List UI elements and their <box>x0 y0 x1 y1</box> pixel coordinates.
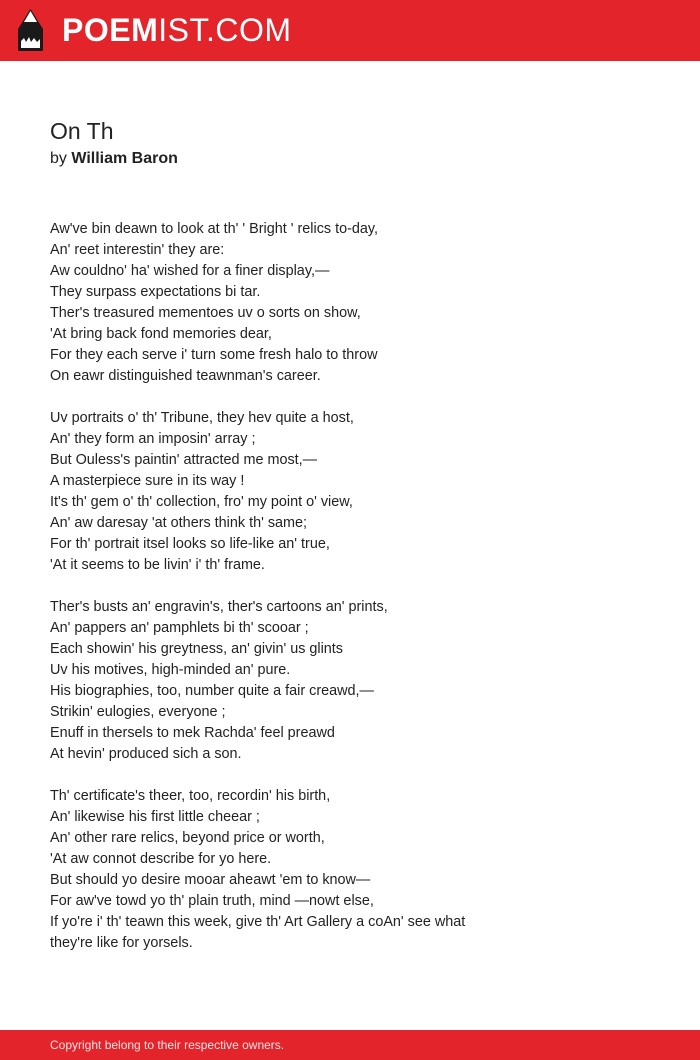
poem-line: Ther's busts an' engravin's, ther's cartoons an' prints, <box>50 599 388 615</box>
poem-line: Th' certificate's theer, too, recordin' his birth, <box>50 788 331 804</box>
poem-line: At hevin' produced sich a son. <box>50 746 242 762</box>
poem-line: It's th' gem o' th' collection, fro' my point o' view, <box>50 494 353 510</box>
by-label: by <box>50 150 67 167</box>
poem-line: Aw've bin deawn to look at th' ' Bright ' relics to-day, <box>50 221 379 237</box>
poem-line: Uv his motives, high-minded an' pure. <box>50 662 291 678</box>
poem-stanza <box>50 597 650 765</box>
poem-line: But Ouless's paintin' attracted me most,— <box>50 452 318 468</box>
poem-line: Enuff in thersels to mek Rachda' feel preawd <box>50 725 335 741</box>
poem-line: An' likewise his first little cheear ; <box>50 809 260 825</box>
copyright-notice: Copyright belong to their respective owners. <box>50 1038 285 1052</box>
poem-line: 'At bring back fond memories dear, <box>50 326 272 342</box>
poem-author: William Baron <box>71 150 178 167</box>
poem-line: Uv portraits o' th' Tribune, they hev quite a host, <box>50 410 354 426</box>
poem-line: A masterpiece sure in its way ! <box>50 473 245 489</box>
byline <box>50 149 178 169</box>
pencil-logo-icon[interactable] <box>18 9 43 51</box>
poem-line: They surpass expectations bi tar. <box>50 284 261 300</box>
poem-line: On eawr distinguished teawnman's career. <box>50 368 321 384</box>
poem-title: On Th <box>50 118 114 144</box>
site-footer <box>0 1030 700 1060</box>
poem-line: An' pappers an' pamphlets bi th' scooar ; <box>50 620 309 636</box>
poem-line: An' reet interestin' they are: <box>50 242 225 258</box>
poem-line: they're like for yorsels. <box>50 935 193 951</box>
poem-line: His biographies, too, number quite a fair creawd,— <box>50 683 374 699</box>
poem-line: Ther's treasured mementoes uv o sorts on show, <box>50 305 361 321</box>
poem-line: Aw couldno' ha' wished for a finer display,— <box>50 263 330 279</box>
site-header <box>0 0 700 61</box>
poem-stanza <box>50 408 650 576</box>
poem-line: 'At it seems to be livin' i' th' frame. <box>50 557 265 573</box>
poem-line: 'At aw connot describe for yo here. <box>50 851 272 867</box>
brand-bold-text: POEM <box>62 12 159 48</box>
poem-line: If yo're i' th' teawn this week, give th' Art Gallery a coAn' see what <box>50 914 466 930</box>
poem-line: An' other rare relics, beyond price or worth, <box>50 830 325 846</box>
poem-line: Each showin' his greytness, an' givin' us glints <box>50 641 344 657</box>
poem-line: An' aw daresay 'at others think th' same; <box>50 515 308 531</box>
poem-body <box>50 219 650 975</box>
poem-line: Strikin' eulogies, everyone ; <box>50 704 226 720</box>
site-logo-text[interactable] <box>62 10 292 50</box>
poem-line: An' they form an imposin' array ; <box>50 431 256 447</box>
poem-stanza <box>50 786 650 954</box>
poem-line: For th' portrait itsel looks so life-like an' true, <box>50 536 330 552</box>
poem-line: But should yo desire mooar aheawt 'em to know— <box>50 872 371 888</box>
poem-stanza <box>50 219 650 387</box>
poem-line: For aw've towd yo th' plain truth, mind —nowt else, <box>50 893 374 909</box>
poem-line: For they each serve i' turn some fresh halo to throw <box>50 347 378 363</box>
brand-light-text: IST.COM <box>158 12 292 48</box>
